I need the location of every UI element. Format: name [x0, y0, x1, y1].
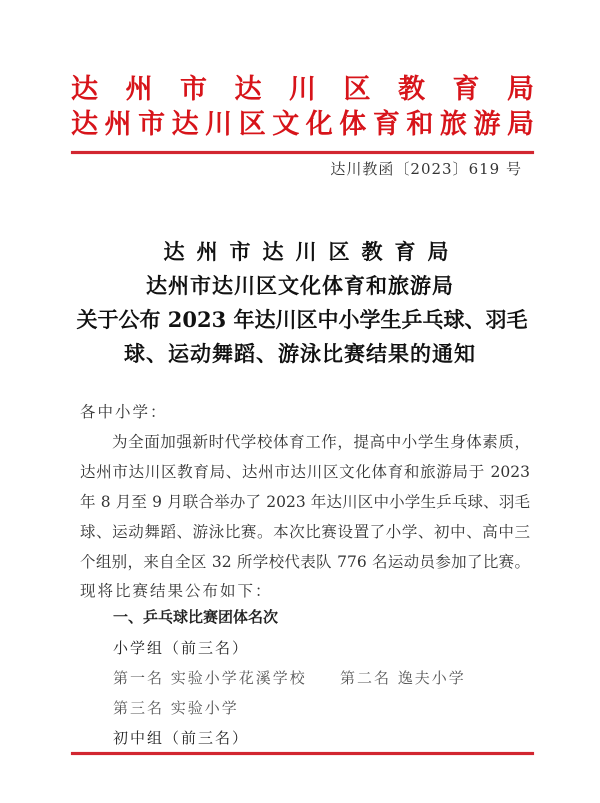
paragraph-line: 球、运动舞蹈、游泳比赛。本次比赛设置了小学、初中、高中三 — [80, 523, 530, 541]
header-red-divider — [71, 151, 534, 154]
section-heading-table-tennis: 一、乒乓球比赛团体名次 — [113, 608, 279, 626]
title-subject-line-1: 关于公布 2023 年达川区中小学生乒乓球、羽毛 — [76, 307, 528, 332]
title-subject-line-2: 球、运动舞蹈、游泳比赛结果的通知 — [124, 341, 476, 366]
paragraph-line: 为全面加强新时代学校体育工作，提高中小学生身体素质， — [112, 433, 530, 451]
paragraph-line: 年 8 月至 9 月联合举办了 2023 年达川区中小学生乒乓球、羽毛 — [80, 493, 530, 511]
rank-first: 第一名 实验小学花溪学校 — [113, 669, 307, 687]
rank-second: 第二名 逸夫小学 — [340, 669, 466, 687]
title-org-line-1: 达州市达川区教育局 — [163, 239, 461, 264]
rank-third: 第三名 实验小学 — [113, 699, 239, 717]
paragraph-line: 个组别，来自全区 32 所学校代表队 776 名运动员参加了比赛。 — [80, 553, 530, 571]
document-number: 达川教函〔2023〕619 号 — [330, 160, 522, 178]
salutation: 各中小学： — [80, 403, 168, 421]
issuing-org-culture-sports-tourism-bureau: 达州市达川区文化体育和旅游局 — [71, 109, 534, 140]
paragraph-line: 现将比赛结果公布如下： — [80, 582, 273, 600]
paragraph-line: 达州市达川区教育局、达州市达川区文化体育和旅游局于 2023 — [80, 463, 530, 481]
title-org-line-2: 达州市达川区文化体育和旅游局 — [146, 273, 454, 298]
issuing-org-education-bureau: 达州市达川区教育局 — [71, 74, 534, 105]
group-label-primary: 小学组（前三名） — [113, 639, 250, 657]
group-label-junior: 初中组（前三名） — [113, 729, 250, 747]
footer-red-divider — [71, 752, 534, 755]
